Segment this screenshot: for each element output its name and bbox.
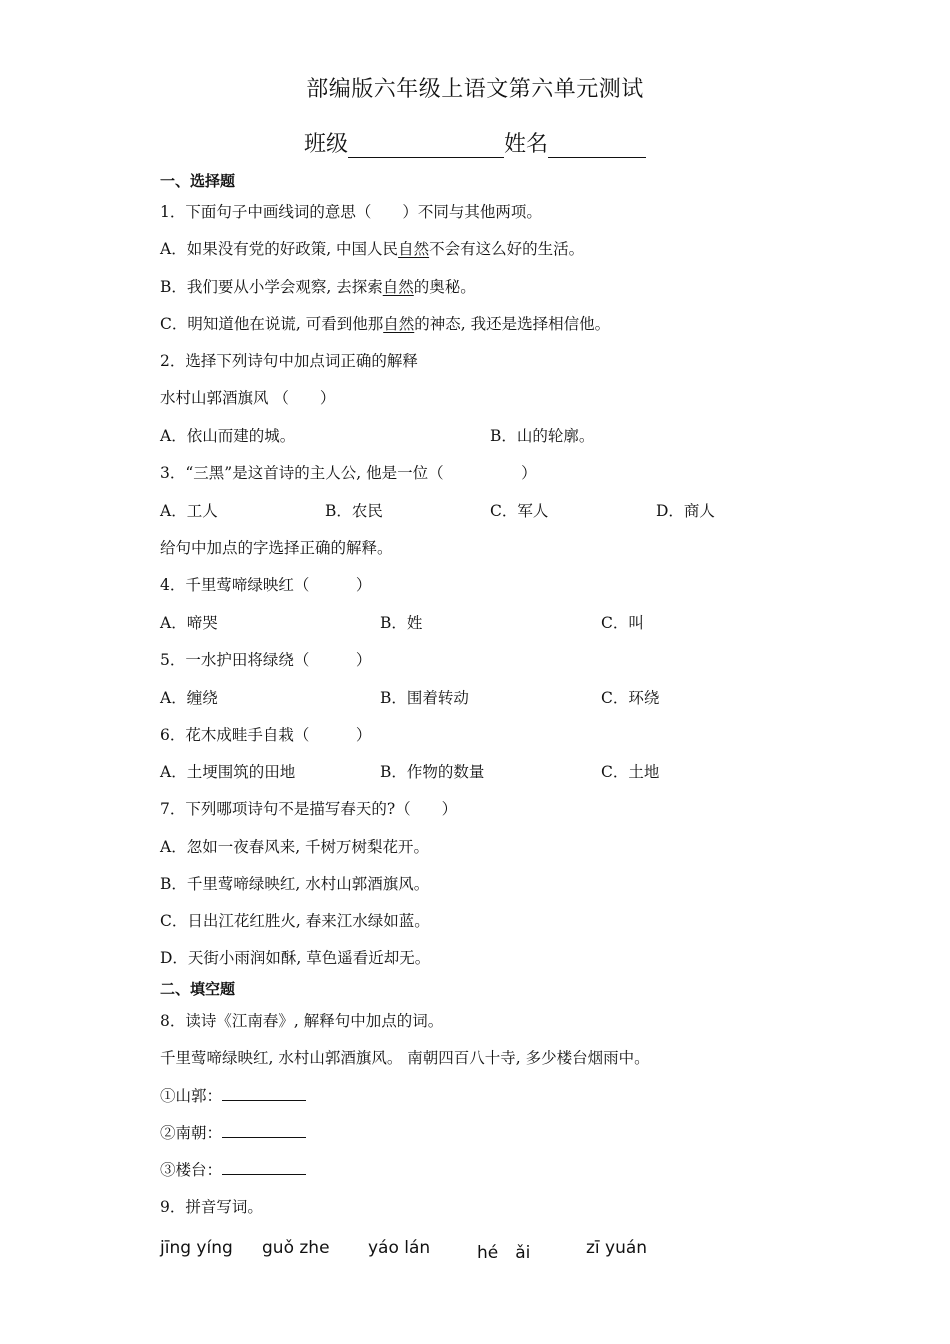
q6-stem: 6．花木成畦手自栽（ ） bbox=[160, 726, 372, 744]
q7-option-c: C．日出江花红胜火, 春来江水绿如蓝。 bbox=[160, 912, 430, 930]
q2-option-b: B．山的轮廓。 bbox=[490, 427, 595, 445]
q1-option-b: B．我们要从小学会观察, 去探索自然的奥秘。 bbox=[160, 278, 476, 296]
q3-stem: 3．“三黑”是这首诗的主人公, 他是一位（ ） bbox=[160, 464, 537, 482]
q7-option-d: D．天街小雨润如酥, 草色遥看近却无。 bbox=[160, 949, 431, 967]
pinyin-2: guǒ zhe bbox=[262, 1238, 330, 1258]
page-title: 部编版六年级上语文第六单元测试 bbox=[306, 77, 644, 102]
q4-option-a: A．啼哭 bbox=[160, 614, 218, 632]
q6-option-a: A．土埂围筑的田地 bbox=[160, 763, 296, 781]
q6-option-c: C．土地 bbox=[601, 763, 660, 781]
q4-option-c: C．叫 bbox=[601, 614, 644, 632]
q7-stem: 7．下列哪项诗句不是描写春天的?（ ） bbox=[160, 800, 458, 818]
q3-option-b: B．农民 bbox=[325, 502, 383, 520]
q4-stem: 4．千里莺啼绿映红（ ） bbox=[160, 576, 372, 594]
q9-stem: 9．拼音写词。 bbox=[160, 1198, 263, 1216]
q5-option-c: C．环绕 bbox=[601, 689, 660, 707]
q2-stem: 2．选择下列诗句中加点词正确的解释 bbox=[160, 352, 418, 370]
q1-option-a: A．如果没有党的好政策, 中国人民自然不会有这么好的生活。 bbox=[160, 240, 585, 258]
section-choice-heading: 一、选择题 bbox=[160, 172, 236, 190]
q8-item-1-blank[interactable] bbox=[222, 1086, 306, 1101]
q1-option-c: C．明知道他在说谎, 可看到他那自然的神态, 我还是选择相信他。 bbox=[160, 315, 611, 333]
q8-item-3: ③楼台： bbox=[160, 1158, 306, 1180]
section-fill-heading: 二、填空题 bbox=[160, 980, 236, 998]
name-blank[interactable] bbox=[548, 135, 646, 158]
q8-stem: 8．读诗《江南春》, 解释句中加点的词。 bbox=[160, 1012, 444, 1030]
q3-option-d: D．商人 bbox=[656, 502, 715, 520]
pinyin-4: hé ǎi bbox=[477, 1243, 531, 1263]
q3-option-a: A．工人 bbox=[160, 502, 218, 520]
q3-option-c: C．军人 bbox=[490, 502, 549, 520]
pinyin-5: zī yuán bbox=[586, 1238, 648, 1258]
q7-option-a: A．忽如一夜春风来, 千树万树梨花开。 bbox=[160, 838, 430, 856]
q8-item-2: ②南朝： bbox=[160, 1121, 306, 1143]
q2-option-a: A．依山而建的城。 bbox=[160, 427, 296, 445]
q7-option-b: B．千里莺啼绿映红, 水村山郭酒旗风。 bbox=[160, 875, 430, 893]
q2-poem-line: 水村山郭酒旗风 （ ） bbox=[160, 389, 336, 407]
q4-option-b: B．姓 bbox=[380, 614, 423, 632]
pinyin-3: yáo lán bbox=[368, 1238, 431, 1258]
q5-option-a: A．缠绕 bbox=[160, 689, 218, 707]
q8-item-2-blank[interactable] bbox=[222, 1123, 306, 1138]
name-label: 姓名 bbox=[504, 132, 549, 157]
pinyin-1: jīng yíng bbox=[160, 1238, 233, 1258]
class-label: 班级 bbox=[303, 132, 348, 157]
class-blank[interactable] bbox=[348, 135, 504, 158]
q6-option-b: B．作物的数量 bbox=[380, 763, 485, 781]
class-name-line bbox=[0, 127, 950, 158]
q1-stem: 1．下面句子中画线词的意思（ ）不同与其他两项。 bbox=[160, 203, 542, 221]
instruction-line: 给句中加点的字选择正确的解释。 bbox=[160, 539, 393, 557]
q5-stem: 5．一水护田将绿绕（ ） bbox=[160, 651, 372, 669]
q8-poem: 千里莺啼绿映红, 水村山郭酒旗风。 南朝四百八十寺, 多少楼台烟雨中。 bbox=[160, 1049, 650, 1067]
q8-item-1: ①山郭： bbox=[160, 1084, 306, 1106]
q8-item-3-blank[interactable] bbox=[222, 1160, 306, 1175]
q5-option-b: B．围着转动 bbox=[380, 689, 469, 707]
